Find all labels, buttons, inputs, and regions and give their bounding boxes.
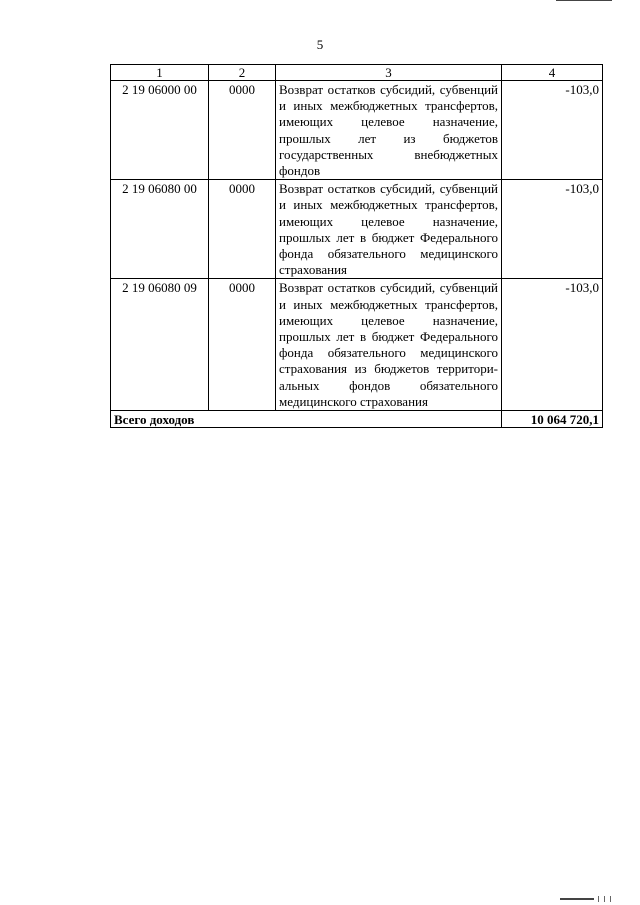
column-number: 3 bbox=[276, 65, 502, 81]
scan-mark-bottom-right bbox=[560, 898, 594, 900]
total-row bbox=[111, 411, 603, 428]
table-row bbox=[111, 279, 603, 411]
column-number-row bbox=[111, 65, 603, 81]
scan-tick-bottom bbox=[598, 896, 599, 902]
revenue-amount: -103,0 bbox=[502, 180, 603, 279]
revenue-amount: -103,0 bbox=[502, 81, 603, 180]
budget-code: 2 19 06080 09 bbox=[111, 279, 209, 411]
scan-mark-top-right bbox=[556, 0, 612, 1]
table-row bbox=[111, 180, 603, 279]
budget-subcode: 0000 bbox=[209, 180, 276, 279]
total-amount: 10 064 720,1 bbox=[502, 411, 603, 428]
page-number: 5 bbox=[316, 37, 324, 52]
column-number: 1 bbox=[111, 65, 209, 81]
column-number: 4 bbox=[502, 65, 603, 81]
budget-code: 2 19 06080 00 bbox=[111, 180, 209, 279]
total-label: Всего доходов bbox=[111, 411, 502, 428]
scan-tick-bottom bbox=[610, 896, 611, 902]
revenue-description: Возврат остатков субсидий, субвенций и иных межбюджетных трансфертов, имеющих целевое назначение, прошлых лет в бюджет Федерального фонда обязательного медицинского страхования bbox=[276, 180, 502, 279]
budget-subcode: 0000 bbox=[209, 81, 276, 180]
budget-code: 2 19 06000 00 bbox=[111, 81, 209, 180]
revenue-description: Возврат остатков субсидий, субвенций и иных межбюджетных трансфертов, имеющих целевое назначение, прошлых лет в бюджет Федерального фонда обязательного медицинского страхования из бюджетов территориальных фондов обязательного медицинского страхования bbox=[276, 279, 502, 411]
revenue-table bbox=[110, 64, 603, 428]
scan-tick-bottom bbox=[604, 896, 605, 902]
revenue-description: Возврат остатков субсидий, субвенций и иных межбюджетных трансфертов, имеющих целевое назначение, прошлых лет из бюджетов государственных внебюджетных фондов bbox=[276, 81, 502, 180]
table-row bbox=[111, 81, 603, 180]
budget-subcode: 0000 bbox=[209, 279, 276, 411]
revenue-amount: -103,0 bbox=[502, 279, 603, 411]
column-number: 2 bbox=[209, 65, 276, 81]
